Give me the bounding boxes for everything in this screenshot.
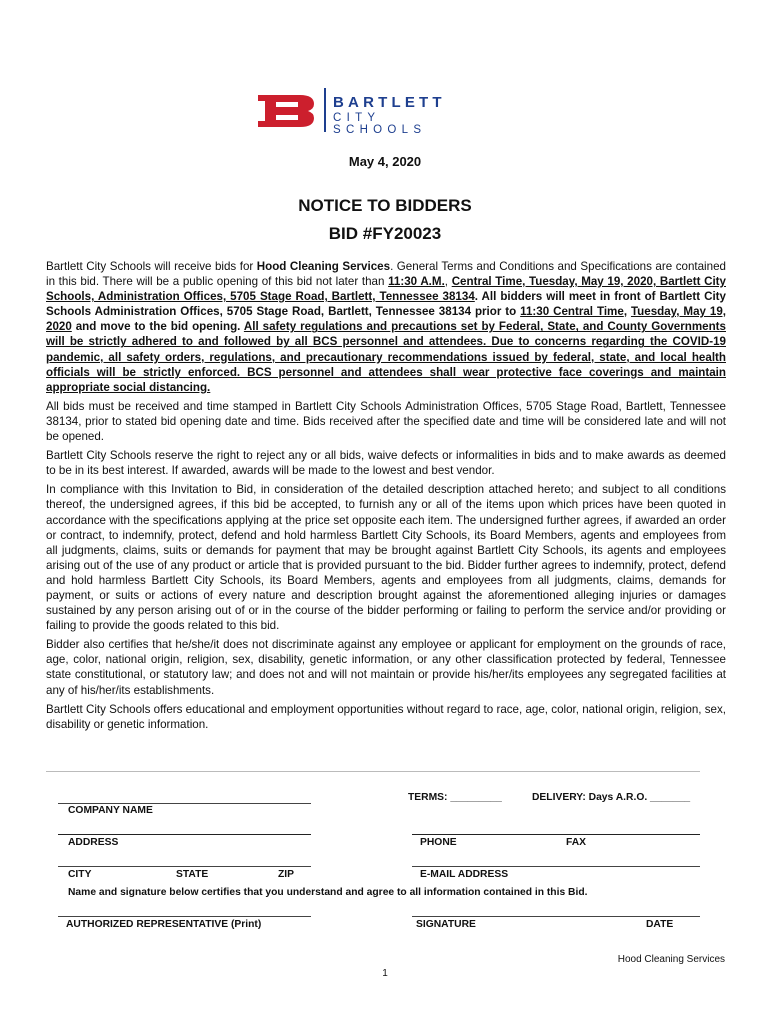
signature-line[interactable] [412, 916, 700, 917]
page-title: NOTICE TO BIDDERS [298, 196, 472, 215]
bid-number: BID #FY20023 [328, 224, 442, 243]
notice-date: May 4, 2020 [348, 154, 422, 169]
b-block-logo-icon [258, 95, 314, 127]
date-label: DATE [646, 919, 674, 930]
authorized-rep-line[interactable] [58, 916, 311, 917]
text-span: , [623, 305, 631, 319]
email-line[interactable] [412, 866, 700, 867]
company-name-line[interactable] [58, 803, 311, 804]
paragraph-rights: Bartlett City Schools reserve the right to reject any or all bids, waive defects or informalities in bids and to make awards as deemed to be in its best interest. If awarded, awards will be made to the lowest and best vendor. [46, 449, 726, 478]
section-divider [46, 771, 700, 772]
state-label: STATE [176, 869, 209, 880]
phone-label: PHONE [420, 837, 457, 848]
text-span: , [444, 275, 452, 289]
text-span: Bartlett City Schools will receive bids for [46, 260, 257, 273]
authorized-rep-label: AUTHORIZED REPRESENTATIVE (Print) [66, 919, 262, 930]
email-label: E-MAIL ADDRESS [420, 869, 509, 880]
paragraph-nondiscrimination: Bidder also certifies that he/she/it does not discriminate against any employee or applicant for employment on the grounds of race, age, color, national origin, religion, sex, disability, genetic information, or any other classification protected by federal, Tennessee state constitutional, or statutory law; and does not and will not maintain or provide his/her/its employees any segregated facilities at any of his/her/its establishments. [46, 638, 726, 697]
city-state-zip-line[interactable] [58, 866, 311, 867]
terms-field[interactable]: TERMS: _________ [408, 792, 502, 803]
signature-label: SIGNATURE [416, 919, 476, 930]
paragraph-compliance: In compliance with this Invitation to Bid, in consideration of the detailed description attached hereto; and subject to all conditions thereof, the undersigned agrees, if this bid be accepted, to furnish any or all of the items upon which prices have been quoted in accordance with the specifications applying at the price set opposite each item. The undersigned further agrees, if awarded an order or contract, to indemnify, protect, defend and hold harmless Bartlett City Schools, its Board Members, agents and employees from all judgments, claims, suits or demands for payment that may be brought against Bartlett City Schools, its agents and employees arising out of the use of any product or article that is provided pursuant to the bid. Bidder further agrees to indemnify, protect, defend and hold harmless Bartlett City Schools, its Board Members, agents and employees from all judgments, claims, demands for payment, or suits or actions of every nature and description brought against the aforementioned alleging injuries or damages sustained by any person arising out of or in the course of the bidder performing or failing to perform the service and/or providing or failing to provide the goods related to this bid. [46, 483, 726, 633]
paragraph-receipt: All bids must be received and time stamped in Bartlett City Schools Administration Offices, 5705 Stage Road, Bartlett, Tennessee 38134, prior to stated bid opening date and time. Bids received after the specified date and time will be considered late and will not be opened. [46, 399, 726, 444]
company-name-label: COMPANY NAME [68, 805, 153, 816]
certification-statement: Name and signature below certifies that you understand and agree to all information contained in this Bid. [68, 887, 588, 898]
city-label: CITY [68, 869, 92, 880]
safety-notice: All safety regulations and precautions set by Federal, State, and County Governments will be strictly adhered to and followed by all BCS personnel and attendees. Due to concerns regarding the COVID-19 pandemic, all safety orders, regulations, and precautionary recommendations issued by federal, state, and local health officials will be strictly enforced. BCS personnel and attendees shall wear protective face coverings and maintain appropriate social distancing. [46, 320, 726, 394]
logo-wordmark: BARTLETT [333, 94, 446, 111]
paragraph-equal-opportunity: Bartlett City Schools offers educational and employment opportunities without regard to race, age, color, national origin, religion, sex, disability or genetic information. [46, 702, 726, 731]
notice-body [46, 259, 726, 736]
paragraph-opening [46, 259, 726, 395]
meeting-date: Tuesday, May 19, 2020 [46, 305, 726, 334]
opening-time: 11:30 A.M. [388, 275, 445, 289]
bartlett-logo [258, 88, 470, 134]
logo-divider [324, 88, 326, 132]
opening-location: Central Time, Tuesday, May 19, 2020, Bartlett City Schools, Administration Offices, 5705 Stage Road, Bartlett, Tennessee 38134 [46, 275, 726, 304]
text-span: . General Terms and Conditions and Specifications are contained in this bid. There will be a public opening of this bid not later than [46, 260, 726, 289]
fax-label: FAX [566, 837, 587, 848]
page-number: 1 [382, 968, 388, 979]
meeting-instructions: . All bidders will meet in front of Bartlett City Schools Administration Offices, 5705 Stage Road, Bartlett, Tennessee 38134 prior to [46, 290, 726, 319]
address-line[interactable] [58, 834, 311, 835]
service-name: Hood Cleaning Services [256, 260, 391, 273]
phone-fax-line[interactable] [412, 834, 700, 835]
footer-label: Hood Cleaning Services [617, 954, 725, 965]
logo-subtitle: CITY SCHOOLS [333, 112, 427, 136]
address-label: ADDRESS [68, 837, 119, 848]
text-span: and move to the bid opening. [71, 320, 244, 334]
meeting-time: 11:30 Central Time [520, 305, 624, 319]
delivery-field[interactable]: DELIVERY: Days A.R.O. _______ [532, 792, 691, 803]
zip-label: ZIP [278, 869, 295, 880]
